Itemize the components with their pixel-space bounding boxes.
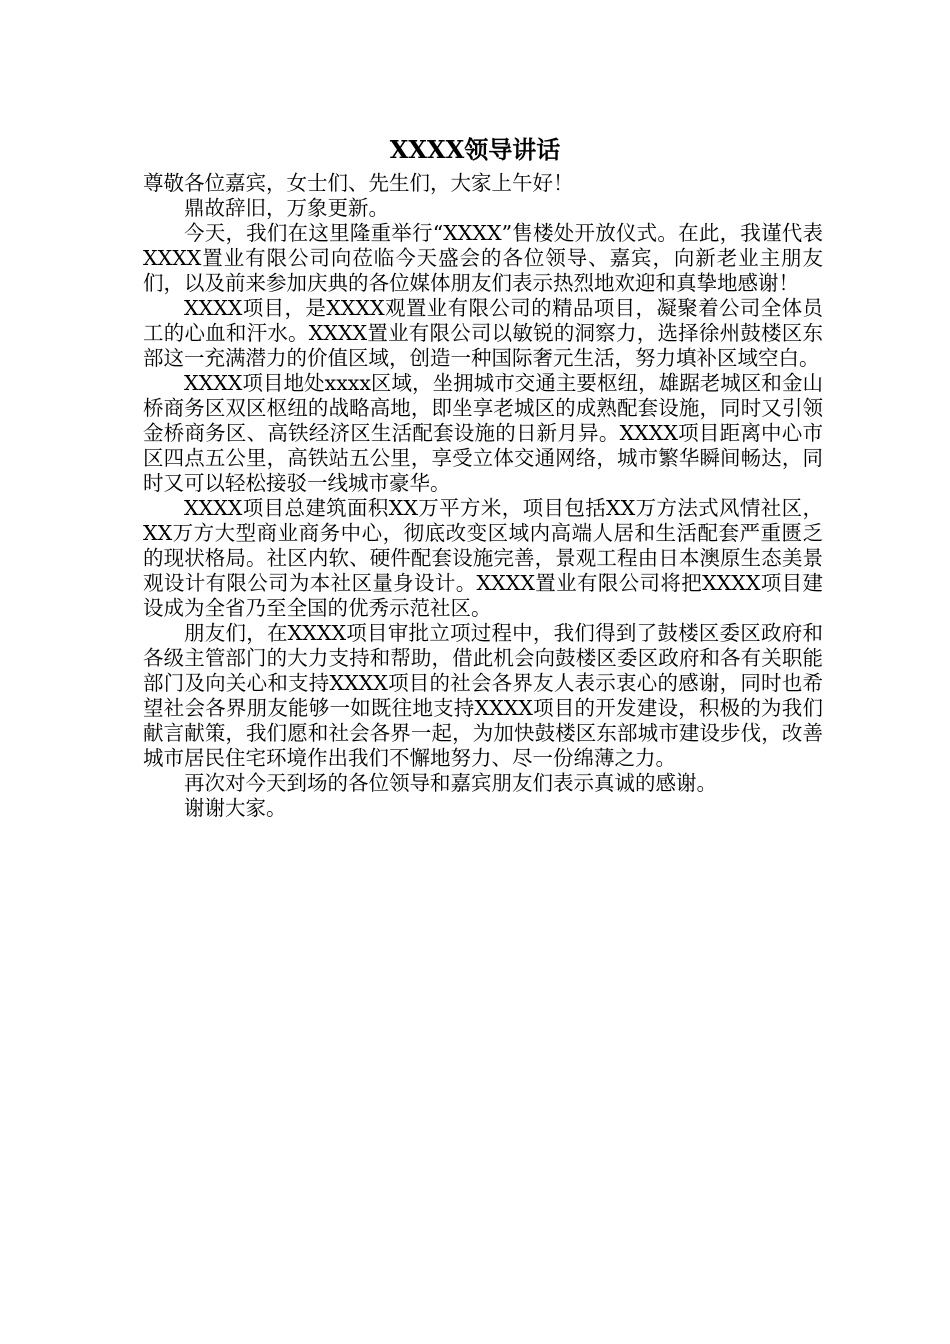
paragraph-scale: XXXX项目总建筑面积XX万平方米，项目包括XX万方法式风情社区，XX万方大型商业商务中心，彻底改变区域内高端人居和生活配套严重匮乏的现状格局。社区内软、硬件配套设施完善，景观工程由日本澳原生态美景观设计有限公司为本社区量身设计。XXXX置业有限公司将把XXXX项目建设成为全省乃至全国的优秀示范社区。 [143, 496, 823, 620]
paragraph-project-intro: XXXX项目，是XXXX观置业有限公司的精品项目，凝聚着公司全体员工的心血和汗水。XXXX置业有限公司以敏锐的洞察力，选择徐州鼓楼区东部这一充满潜力的价值区域，创造一种国际奢元生活，努力填补区域空白。 [143, 296, 823, 370]
paragraph-thanks-again: 再次对今天到场的各位领导和嘉宾朋友们表示真诚的感谢。 [184, 771, 717, 795]
document-body [143, 171, 823, 821]
paragraph-acknowledgement: 朋友们，在XXXX项目审批立项过程中，我们得到了鼓楼区委区政府和各级主管部门的大力支持和帮助，借此机会向鼓楼区委区政府和各有关职能部门及向关心和支持XXXX项目的社会各界友人表示衷心的感谢，同时也希望社会各界朋友能够一如既往地支持XXXX项目的开发建设，积极的为我们献言献策，我们愿和社会各界一起，为加快鼓楼区东部城市建设步伐，改善城市居民住宅环境作出我们不懈地努力、尽一份绵薄之力。 [143, 621, 823, 770]
document-title: XXXX领导讲话 [389, 135, 561, 164]
paragraph-greeting: 尊敬各位嘉宾，女士们、先生们，大家上午好！ [143, 171, 574, 195]
paragraph-new-year: 鼎故辞旧，万象更新。 [184, 196, 389, 220]
paragraph-location: XXXX项目地处xxxx区域，坐拥城市交通主要枢纽，雄踞老城区和金山桥商务区双区枢纽的战略高地，即坐享老城区的成熟配套设施，同时又引领金桥商务区、高铁经济区生活配套设施的日新月异。XXXX项目距离中心市区四点五公里，高铁站五公里，享受立体交通网络，城市繁华瞬间畅达，同时又可以轻松接驳一线城市豪华。 [143, 371, 823, 495]
paragraph-closing: 谢谢大家。 [184, 796, 287, 820]
paragraph-opening-ceremony: 今天，我们在这里隆重举行“XXXX”售楼处开放仪式。在此，我谨代表XXXX置业有限公司向莅临今天盛会的各位领导、嘉宾，向新老业主朋友们，以及前来参加庆典的各位媒体朋友们表示热烈地欢迎和真挚地感谢！ [143, 221, 823, 295]
